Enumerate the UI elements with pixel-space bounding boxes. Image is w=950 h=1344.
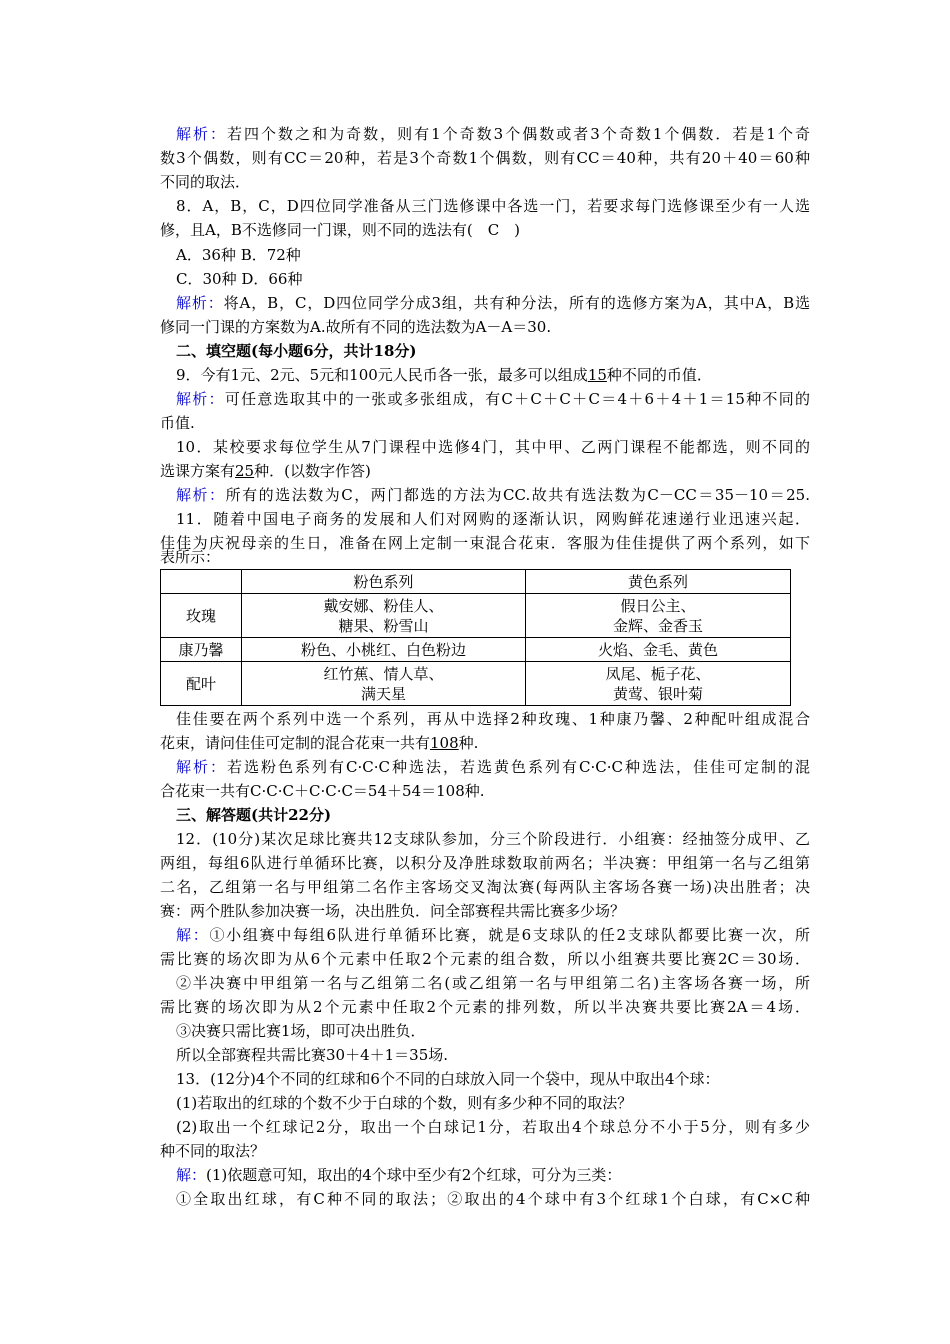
table-header-cell: 粉色系列 [242,570,526,594]
question-11-text: 佳佳要在两个系列中选一个系列，再从中选择2种玫瑰、1种康乃馨、2种配叶组成混合 [176,710,810,728]
solution-line: 解析：所有的选法数为C，两门都选的方法为CC.故共有选法数为C－CC＝35－10＝25. [176,486,810,504]
table-cell: 凤尾、栀子花、 黄莺、银叶菊 [526,662,791,706]
question-12-text: 两组，每组6队进行单循环比赛，以积分及净胜球数取前两名；半决赛：甲组第一名与乙组第 [160,854,810,872]
question-13-text: 种不同的取法？ [160,1142,266,1160]
solution-line: 修同一门课的方案数为A.故所有不同的选法数为A－A＝30. [160,318,552,336]
question-8-options: A．36种 B．72种 [176,246,301,264]
solution-label: 解析： [176,758,228,776]
table-cell: 火焰、金毛、黄色 [526,638,791,662]
question-13-text: 13．(12分)4个不同的红球和6个不同的白球放入同一个袋中，现从中取出4个球： [176,1070,720,1088]
solution-line: 解析：将A，B，C，D四位同学分成3组，共有种分法，所有的选修方案为A，其中A，B选 [176,294,810,312]
solution-label: 解： [176,926,210,944]
solution-label: 解： [176,1166,207,1184]
question-8-text: 8．A，B，C，D四位同学准备从三门选修课中各选一门，若要求每门选修课至少有一人选 [176,197,810,215]
solution-line: 不同的取法． [160,173,251,191]
question-10-text: 10．某校要求每位学生从7门课程中选修4门，其中甲、乙两门课程不能都选，则不同的 [176,438,810,456]
question-12-text: 赛：两个胜队参加决赛一场，决出胜负．问全部赛程共需比赛多少场？ [160,902,626,920]
solution-label: 解析： [176,294,224,312]
question-11-text: 表所示： [160,548,221,566]
table-header-cell [161,570,242,594]
table-cell: 假日公主、 金辉、金香玉 [526,594,791,638]
solution-line: 币值. [160,414,195,432]
question-9-text: 9．今有1元、2元、5元和100元人民币各一张，最多可以组成15种不同的币值． [176,366,712,384]
solution-line: 需比赛的场次即为从2个元素中任取2个元素的排列数，所以半决赛共要比赛2A＝4场． [160,998,810,1016]
flower-series-table [160,569,791,706]
solution-line: ③决赛只需比赛1场，即可决出胜负． [176,1022,426,1040]
solution-label: 解析： [176,486,226,504]
question-11-text: 11．随着中国电子商务的发展和人们对网购的逐渐认识，网购鲜花速递行业迅速兴起． [176,510,810,528]
question-8-options: C．30种 D．66种 [176,270,303,288]
table-cell: 玫瑰 [161,594,242,638]
answer-blank: 15 [587,366,607,384]
table-header-row [161,570,791,594]
solution-line: 需比赛的场次即为从6个元素中任取2个元素的组合数，所以小组赛共要比赛2C＝30场． [160,950,810,968]
solution-line: 解：(1)依题意可知，取出的4个球中至少有2个红球，可分为三类： [176,1166,622,1184]
question-13-text: (1)若取出的红球的个数不少于白球的个数，则有多少种不同的取法？ [176,1094,633,1112]
solution-line: 数3个偶数，则有CC＝20种，若是3个奇数1个偶数，则有CC＝40种，共有20＋40＝60种 [160,149,810,167]
table-header-cell: 黄色系列 [526,570,791,594]
solution-line: 解：①小组赛中每组6队进行单循环比赛，就是6支球队的任2支球队都要比赛一次，所 [176,926,810,944]
solution-line: ②半决赛中甲组第一名与乙组第二名(或乙组第一名与甲组第二名)主客场各赛一场，所 [176,974,810,992]
table-cell: 配叶 [161,662,242,706]
question-11-text: 花束，请问佳佳可定制的混合花束一共有108种. [160,734,479,752]
question-12-text: 二名，乙组第一名与甲组第二名作主客场交叉淘汰赛(每两队主客场各赛一场)决出胜者；决 [160,878,810,896]
solution-line: 解析：若选粉色系列有C·C·C种选法，若选黄色系列有C·C·C种选法，佳佳可定制的混 [176,758,810,776]
question-10-text: 选课方案有25种．(以数字作答) [160,462,371,480]
solution-line: 解析：可任意选取其中的一张或多张组成，有C＋C＋C＋C＝4＋6＋4＋1＝15种不同的 [176,390,810,408]
solution-line: 所以全部赛程共需比赛30＋4＋1＝35场. [176,1046,449,1064]
solution-label: 解析： [176,390,225,408]
table-row [161,638,791,662]
solution-line: 解析：若四个数之和为奇数，则有1个奇数3个偶数或者3个奇数1个偶数．若是1个奇 [176,125,810,143]
question-12-text: 12．(10分)某次足球比赛共12支球队参加，分三个阶段进行．小组赛：经抽签分成甲、乙 [176,830,810,848]
answer-blank: 25 [235,462,255,480]
table-cell: 红竹蕉、情人草、 满天星 [242,662,526,706]
solution-line: ①全取出红球，有C种不同的取法；②取出的4个球中有3个红球1个白球，有C×C种 [176,1190,810,1208]
table-row [161,662,791,706]
table-row [161,594,791,638]
solution-label: 解析： [176,125,228,143]
answer-blank: 108 [430,734,459,752]
table-cell: 粉色、小桃红、白色粉边 [242,638,526,662]
question-8-text: 修，且A，B不选修同一门课，则不同的选法有( C ) [160,221,521,239]
question-13-text: (2)取出一个红球记2分，取出一个白球记1分，若取出4个球总分不小于5分，则有多少 [176,1118,810,1136]
solution-line: 合花束一共有C·C·C＋C·C·C＝54＋54＝108种. [160,782,485,800]
question-11-text: 佳佳为庆祝母亲的生日，准备在网上定制一束混合花束．客服为佳佳提供了两个系列，如下 [160,534,810,552]
section-heading: 二、填空题(每小题6分，共计18分) [176,342,417,360]
section-heading: 三、解答题(共计22分) [176,806,332,824]
table-cell: 康乃馨 [161,638,242,662]
table-cell: 戴安娜、粉佳人、 糖果、粉雪山 [242,594,526,638]
